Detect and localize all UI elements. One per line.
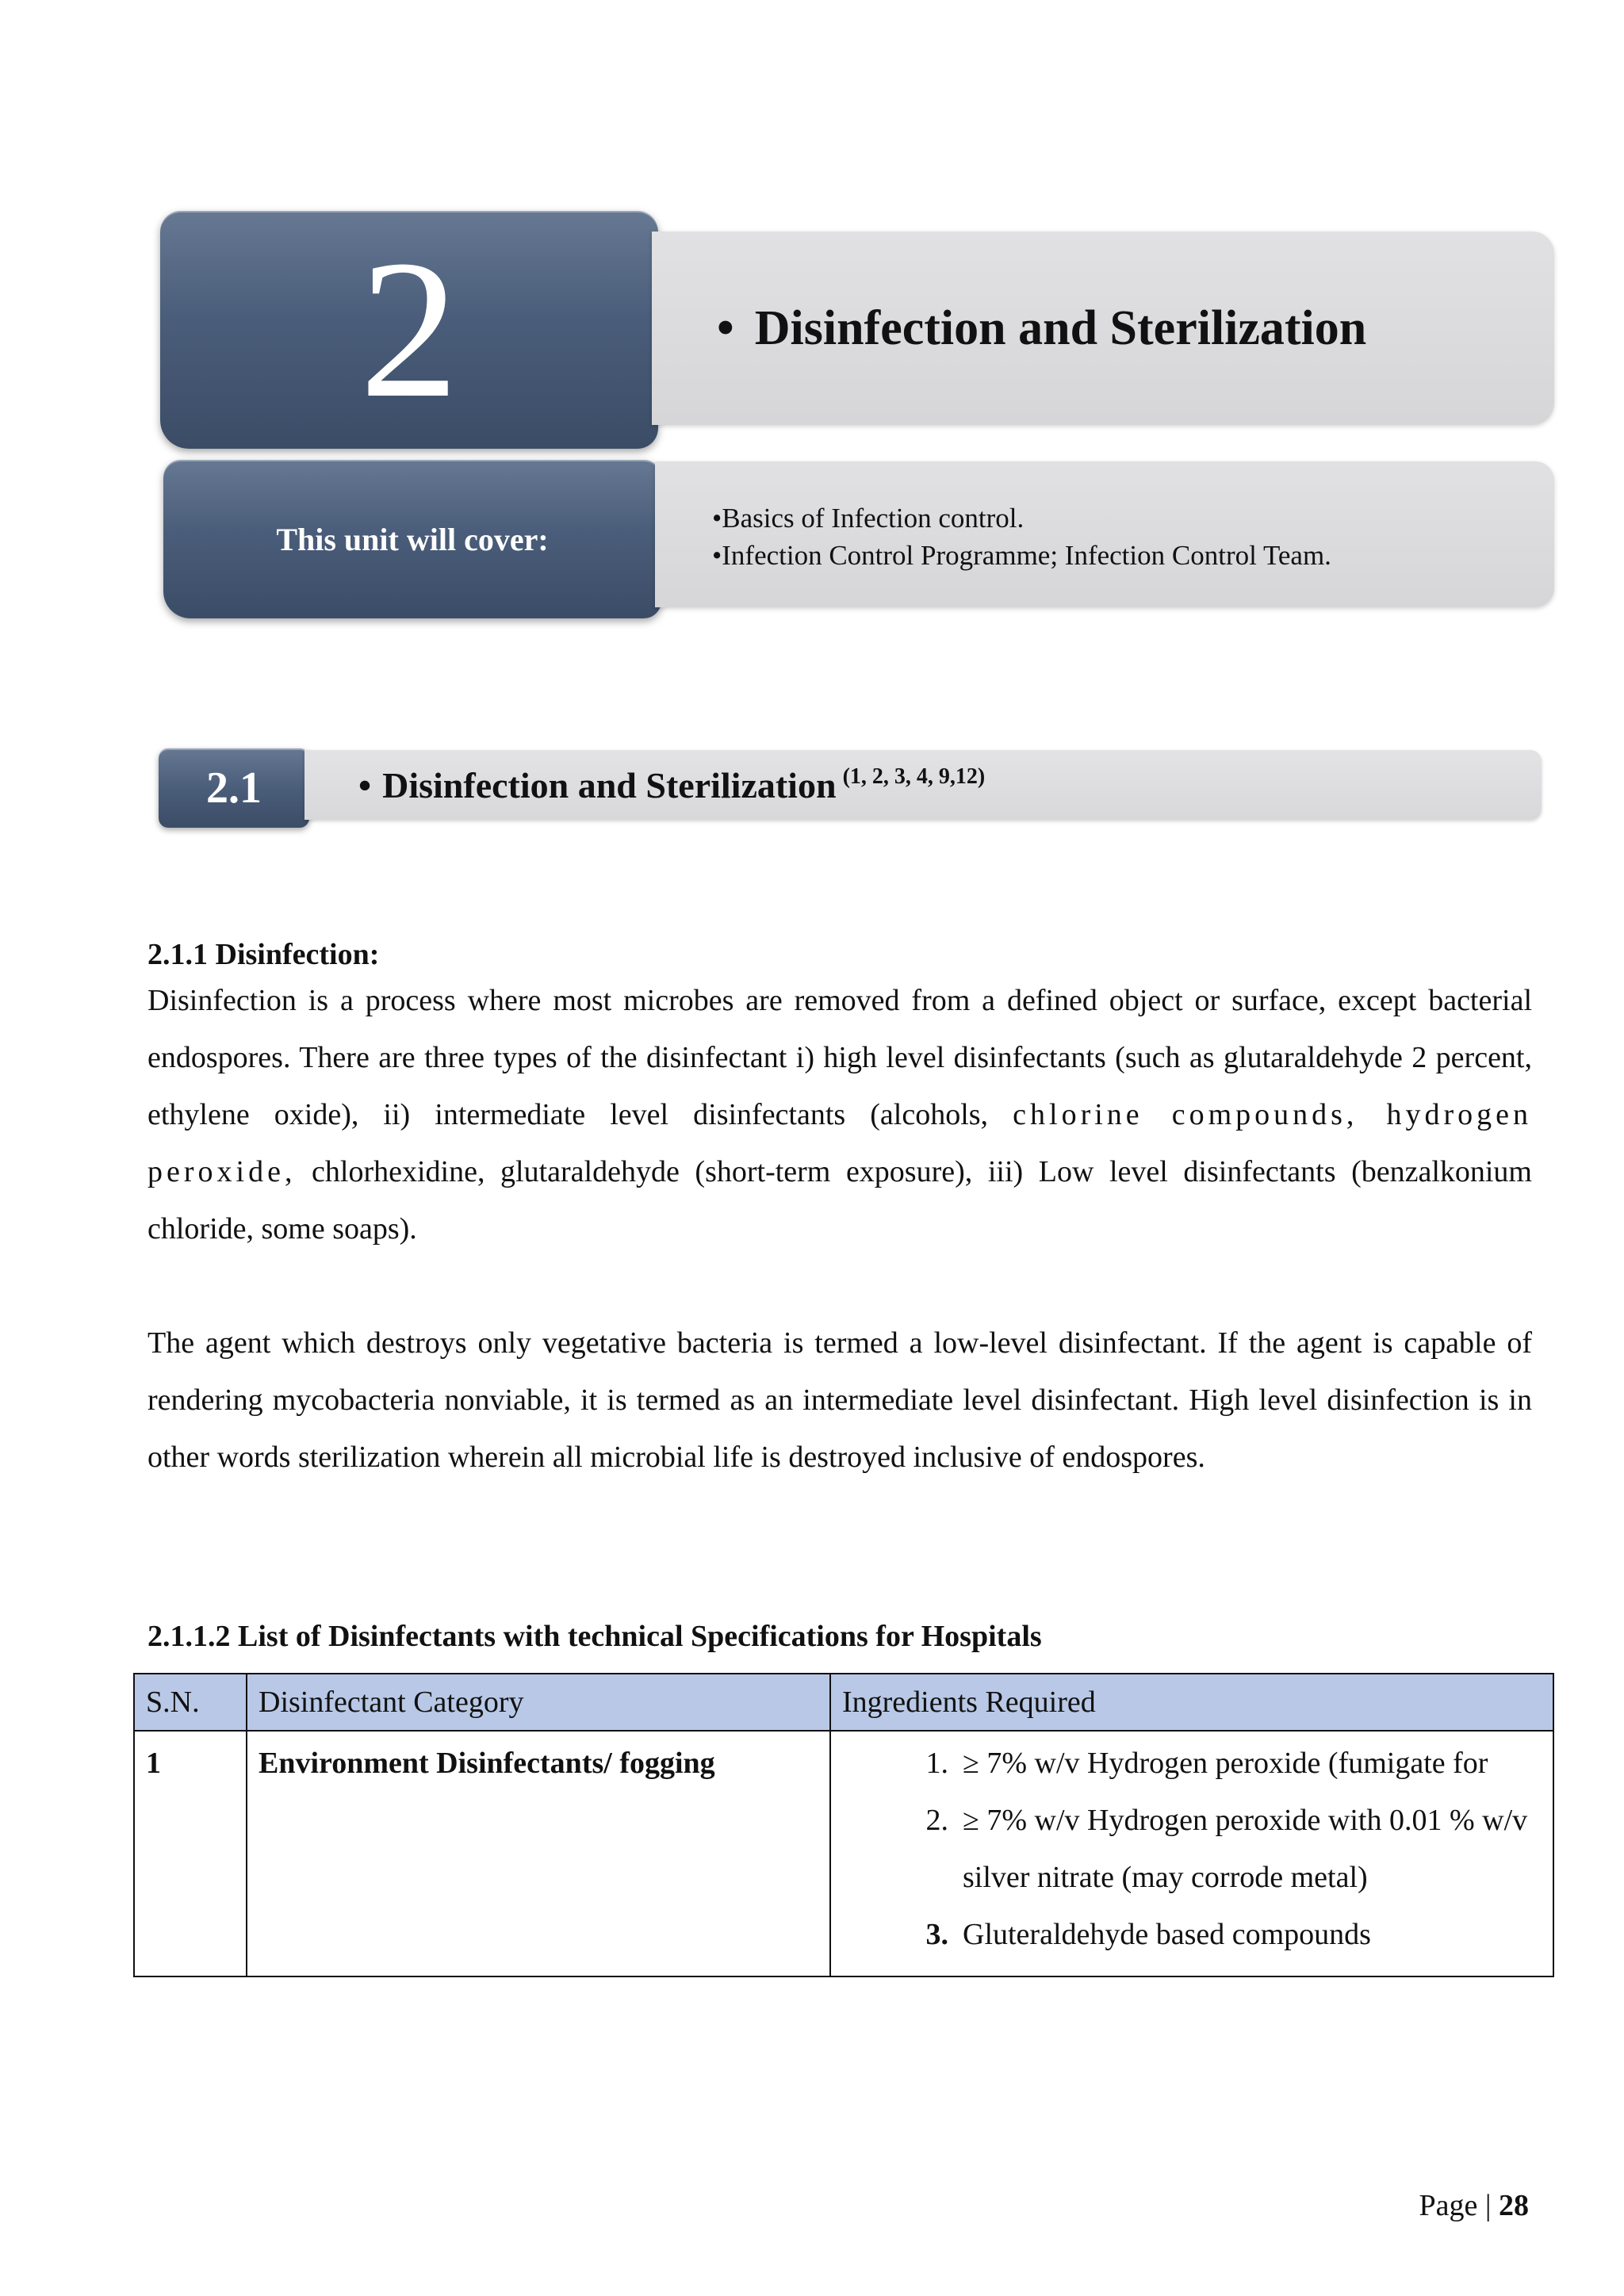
list-heading: 2.1.1.2 List of Disinfectants with technical Specifications for Hospitals — [147, 1620, 1042, 1653]
list-item — [842, 1735, 1542, 1792]
unit-cover-label-box — [163, 460, 661, 618]
ingredients-list — [842, 1735, 1542, 1963]
section-title-text: Disinfection and Sterilization — [382, 764, 837, 806]
header-category: Disinfectant Category — [247, 1674, 830, 1731]
unit-title-text: Disinfection and Sterilization — [754, 300, 1367, 355]
paragraph-spaced-text: chlorine compounds, hydrogen peroxide, — [147, 1098, 1533, 1188]
header-sn: S.N. — [134, 1674, 247, 1731]
unit-cover-list — [712, 499, 1331, 574]
section-references: (1, 2, 3, 4, 9,12) — [842, 763, 986, 789]
paragraph-disinfection — [147, 972, 1532, 1257]
list-text: Gluteraldehyde based compounds — [963, 1918, 1371, 1951]
unit-number: 2 — [359, 220, 459, 439]
page-number — [1419, 2188, 1529, 2223]
bullet-icon: • — [358, 764, 372, 806]
paragraph-text: Disinfection is a process where most microbes are removed from a defined object or surface, except bacterial endospores. There are three types of the disinfectant i) high level disinfectants (such as glutaraldehyde 2 percent, ethylene oxide), ii) intermediate level disinfectants (alcohols, — [147, 984, 1532, 1131]
section-number-badge — [159, 748, 309, 828]
unit-title-box — [652, 232, 1554, 425]
unit-cover-label: This unit will cover: — [276, 521, 549, 557]
section-title-bar — [304, 750, 1542, 820]
list-item — [842, 1906, 1542, 1963]
table-row — [134, 1731, 1553, 1976]
list-text: ≥ 7% w/v Hydrogen peroxide (fumigate for — [963, 1747, 1488, 1780]
cell-category: Environment Disinfectants/ fogging — [247, 1731, 830, 1976]
unit-title — [717, 300, 1366, 357]
list-number: 2. — [925, 1804, 948, 1837]
section-title — [358, 764, 985, 806]
list-number: 1. — [925, 1747, 948, 1780]
list-number: 3. — [925, 1918, 948, 1951]
bullet-icon: • — [717, 300, 734, 355]
cell-sn: 1 — [134, 1731, 247, 1976]
paragraph-text: chlorhexidine, glutaraldehyde (short-term exposure), iii) Low level disinfectants (benzalkonium chloride, some soaps). — [147, 1155, 1532, 1246]
page-label: Page | — [1419, 2189, 1499, 2222]
subsection-heading: 2.1.1 Disinfection: — [147, 938, 380, 971]
header-ingredients: Ingredients Required — [830, 1674, 1553, 1731]
section-number: 2.1 — [206, 763, 262, 813]
disinfectants-table — [133, 1673, 1554, 1977]
list-text: ≥ 7% w/v Hydrogen peroxide with 0.01 % w/v silver nitrate (may corrode metal) — [963, 1804, 1528, 1894]
cover-item: •Infection Control Programme; Infection Control Team. — [712, 540, 1331, 571]
unit-number-badge — [160, 211, 658, 449]
cover-item: •Basics of Infection control. — [712, 503, 1025, 534]
list-item — [842, 1792, 1542, 1906]
cell-ingredients — [830, 1731, 1553, 1976]
table-header-row — [134, 1674, 1553, 1731]
page-number-value: 28 — [1499, 2189, 1529, 2222]
paragraph-agents: The agent which destroys only vegetative bacteria is termed a low-level disinfectant. If the agent is capable of rendering mycobacteria nonviable, it is termed as an intermediate level disinfectant. High level disinfection is in other words sterilization wherein all microbial life is destroyed inclusive of endospores. — [147, 1326, 1532, 1474]
unit-cover-list-box — [655, 461, 1554, 607]
